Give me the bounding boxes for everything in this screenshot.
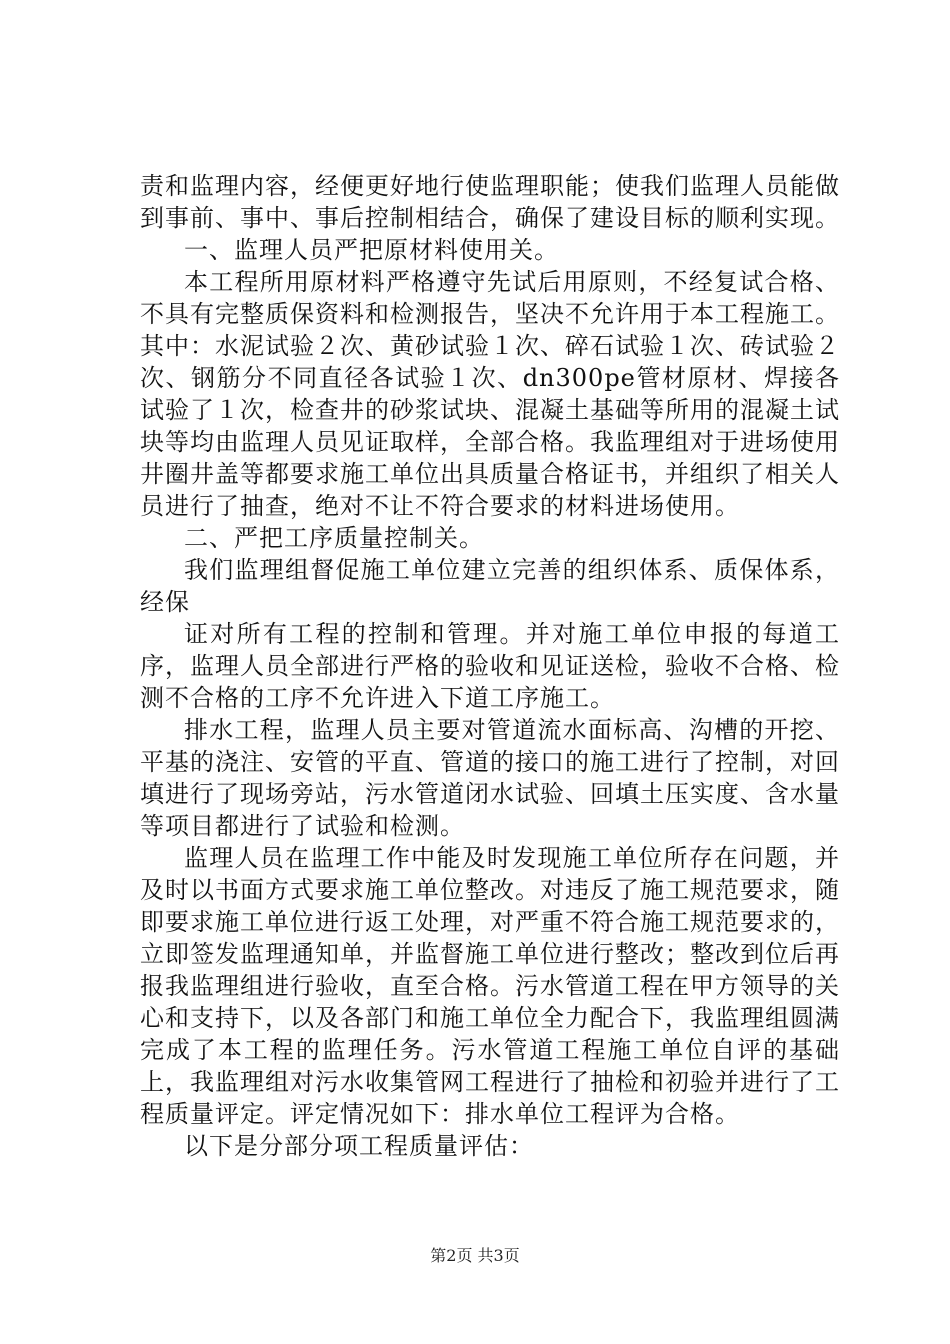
section-heading-materials: 一、监理人员严把原材料使用关。 <box>184 236 559 264</box>
paragraph-process-intro: 我们监理组督促施工单位建立完善的组织体系、质保体系，经保 <box>140 556 840 616</box>
paragraph-continuation: 责和监理内容，经便更好地行使监理职能；使我们监理人员能做到事前、事中、事后控制相结合，确保了建设目标的顺利实现。 <box>140 172 840 232</box>
paragraph-drainage: 排水工程，监理人员主要对管道流水面标高、沟槽的开挖、平基的浇注、安管的平直、管道的接口的施工进行了控制，对回填进行了现场旁站，污水管道闭水试验、回填土压实度、含水量等项目都进行了试验和检测。 <box>140 716 840 840</box>
paragraph-process-control: 证对所有工程的控制和管理。并对施工单位申报的每道工序，监理人员全部进行严格的验收和见证送检，验收不合格、检测不合格的工序不允许进入下道工序施工。 <box>140 620 840 712</box>
paragraph-assessment-intro: 以下是分部分项工程质量评估： <box>184 1132 534 1160</box>
document-body <box>140 170 840 1162</box>
paragraph-materials: 本工程所用原材料严格遵守先试后用原则，不经复试合格、不具有完整质保资料和检测报告，坚决不允许用于本工程施工。其中：水泥试验２次、黄砂试验１次、碎石试验１次、砖试验２次、钢筋分不同直径各试验１次、dn300pe管材原材、焊接各试验了１次，检查井的砂浆试块、混凝土基础等所用的混凝土试块等均由监理人员见证取样，全部合格。我监理组对于进场使用井圈井盖等都要求施工单位出具质量合格证书，并组织了相关人员进行了抽查，绝对不让不符合要求的材料进场使用。 <box>140 268 840 520</box>
page-footer: 第2页 共3页 <box>430 1246 520 1265</box>
section-heading-process: 二、严把工序质量控制关。 <box>184 524 484 552</box>
paragraph-supervision: 监理人员在监理工作中能及时发现施工单位所存在问题，并及时以书面方式要求施工单位整改。对违反了施工规范要求，随即要求施工单位进行返工处理，对严重不符合施工规范要求的，立即签发监理通知单，并监督施工单位进行整改；整改到位后再报我监理组进行验收，直至合格。污水管道工程在甲方领导的关心和支持下，以及各部门和施工单位全力配合下，我监理组圆满完成了本工程的监理任务。污水管道工程施工单位自评的基础上，我监理组对污水收集管网工程进行了抽检和初验并进行了工程质量评定。评定情况如下：排水单位工程评为合格。 <box>140 844 840 1128</box>
